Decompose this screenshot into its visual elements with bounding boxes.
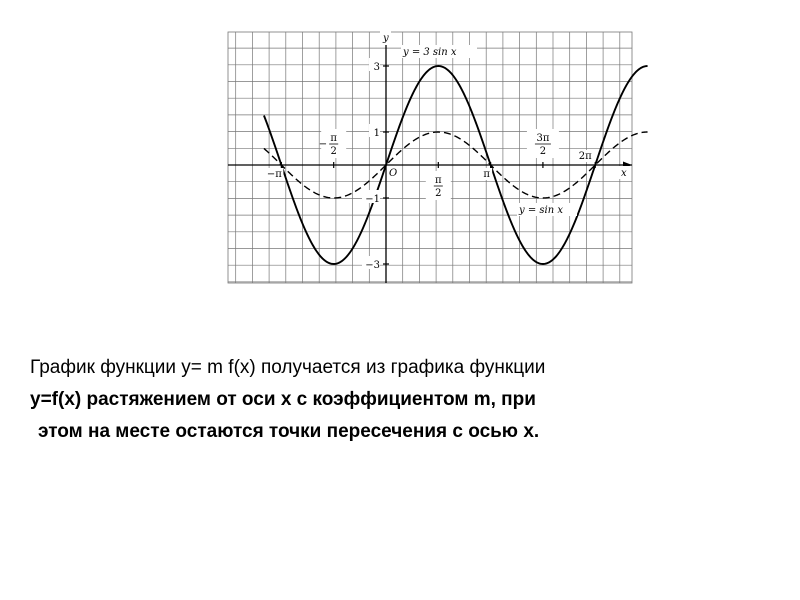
- x-tick-numerator: π: [435, 175, 442, 186]
- axes: [228, 33, 632, 283]
- y-tick-label: −1: [365, 194, 380, 205]
- x-tick-numerator: 3π: [536, 133, 550, 144]
- caption-line-2: y=f(x) растяжением от оси x с коэффициентом m, при: [30, 389, 536, 410]
- labels: [380, 31, 630, 216]
- caption-line-1: График функции y= m f(x) получается из графика функции: [30, 357, 546, 378]
- caption: [30, 352, 770, 448]
- y-tick-label: −3: [365, 260, 380, 271]
- x-tick-label: π: [483, 169, 490, 180]
- origin-label: O: [389, 168, 398, 179]
- x-tick-denominator: 2: [435, 188, 442, 199]
- y-tick-label: 3: [373, 62, 380, 73]
- series-label-3sin: y = 3 sin x: [403, 47, 457, 58]
- x-axis-label: x: [621, 168, 627, 179]
- x-tick-label: −π: [266, 169, 282, 180]
- y-tick-label: 1: [373, 128, 380, 139]
- x-tick-denominator: 2: [330, 146, 337, 157]
- x-tick-sign: −: [318, 139, 328, 150]
- y-axis-label: y: [383, 33, 389, 44]
- series-label-sin: y = sin x: [519, 205, 563, 216]
- caption-line-3: этом на месте остаются точки пересечения с осью x.: [38, 421, 540, 442]
- x-tick-label: 2π: [578, 151, 592, 162]
- x-tick-numerator: π: [330, 133, 337, 144]
- x-tick-denominator: 2: [539, 146, 547, 157]
